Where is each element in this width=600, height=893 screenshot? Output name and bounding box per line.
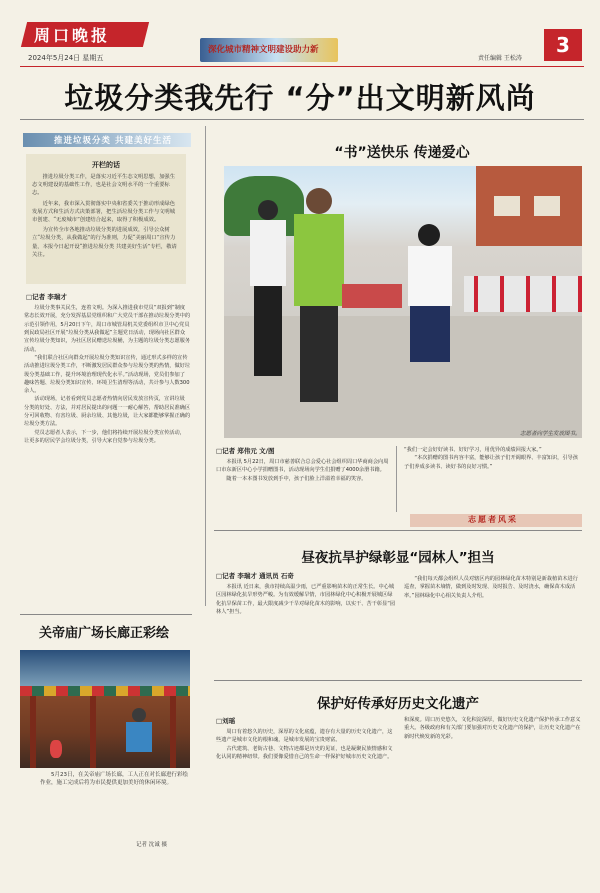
trees-article-right (404, 575, 582, 675)
painted-beam (20, 686, 190, 696)
school-building (476, 166, 582, 246)
intro-paragraph: 推进垃圾分类工作，是落实习近平生态文明思想，加强生态文明建设的基础性工作，也是社会文明水平的一个重要标志。 (32, 174, 176, 197)
article-author: □记者 李瑞才 (26, 293, 67, 301)
header-rule (20, 66, 584, 67)
heritage-headline: 保护好传承好历史文化遗产 (317, 696, 479, 712)
photo-caption: 志愿者向学生发放图书。 (520, 431, 581, 437)
heritage-author: □刘瑶 (216, 717, 236, 725)
corridor-roof (20, 650, 190, 686)
article-paragraph: “我们联合社区向群众开展垃圾分类知识宣传，通过形式多样的宣传活动推进垃圾分类工作，不断激发居民群众参与垃圾分类的热情，做好垃圾分类基础工作，提升环境治理现代化水平。”活动现场，党员们参加了趣味答题、垃圾分类知识宣传、环境卫生清理等活动，共计参与人数300余人。 (24, 354, 190, 395)
column-intro-box (26, 154, 186, 284)
section-rule (214, 680, 582, 681)
trees-headline: 昼夜抗旱护绿彰显“园林人”担当 (301, 550, 495, 566)
books-article-left (216, 458, 392, 514)
headline-rule (20, 119, 584, 120)
article-paragraph: 活动现场，记者看到党员志愿者热情向居民发放宣传页，宣讲垃圾分类的好处、方法，并对居民提出的问题一一耐心解答，帮助居民准确区分可回收物、有害垃圾、厨余垃圾、其他垃圾，让大家都能够掌握正确的垃圾分类方法。 (24, 396, 190, 428)
worker-head (132, 708, 146, 722)
column-divider (205, 126, 206, 606)
intro-paragraph: 近年来，我市深入贯彻落实中央和省委关于推动形成绿色发展方式和生活方式决策部署，把生活垃圾分类工作与文明城市创建、“无废城市”创建结合起来，取得了积极成效。 (32, 200, 176, 224)
corridor-pillar (170, 696, 176, 768)
article-paragraph: 古代建筑、老街古巷、文物古迹都是历史的见证，也是凝聚民族情感和文化认同的精神纽带。我们要像爱惜自己的生命一样保护好城市历史文化遗产。 (216, 745, 393, 760)
lantern (50, 740, 62, 758)
books-article-right (404, 446, 582, 512)
girl-skirt (410, 306, 450, 362)
section-rule (214, 530, 582, 531)
book-stack (342, 284, 402, 308)
column-ribbon-label: 推进垃圾分类 共建美好生活 (54, 136, 172, 146)
volunteer-vest (294, 214, 344, 306)
photo-description: 5月23日，在关帝庙广场长廊，工人正在对长廊进行彩绘作业，施工完成后将为市民提供更加美好的休闲环境。 (40, 772, 188, 787)
student-head (258, 200, 278, 220)
corridor-pillar (90, 696, 96, 768)
volunteer-head (306, 188, 332, 214)
article-body (24, 304, 190, 616)
intro-paragraph: 为宣传全市各地推动垃圾分类的进展成效，引导公众树立“垃圾分类，从我做起”的行为准则，力促“美丽周口”宣传力量，本报今日起开设“推进垃圾分类 共建美好生活”专栏，敬请关注。 (32, 227, 177, 258)
student-trousers (254, 286, 282, 376)
students-group (464, 276, 582, 312)
article-paragraph: 垃圾分类事关民生，连着文明。为深入推进我市党员“双报到”制度常态长效开展，充分发挥基层党组织和广大党员干部在推动垃圾分类中的示范引领作用，5月20日下午，周口市城管局机关党委组织市卫中心党员到民政局社区开展“垃圾分类从我做起”主题党日活动，现场向社区群众宣传垃圾分类知识，为社区居民赠送垃圾桶，为主题的垃圾分类志愿服务活动。 (24, 305, 190, 353)
window (534, 196, 560, 216)
issue-date: 2024年5月24日 星期五 (28, 54, 104, 62)
editor-credit: 责任编辑 王松涛 (478, 55, 522, 62)
article-paragraph: “我们每天都会组织人员对辖区内的园林绿化苗木特别是新栽植苗木进行巡查，掌握苗木墒情，做到及时发现、及时报告、及时浇水，确保苗木成活率。”园林绿化中心相关负责人介绍。 (404, 576, 578, 599)
corridor-pillar (30, 696, 36, 768)
column-divider (396, 446, 397, 512)
article-paragraph: “本次捐赠的图书内容丰富，能够让孩子们开阔眼界、丰富知识，引导孩子们养成多读书、读好书的良好习惯。” (404, 455, 578, 470)
books-subhead: “书”送快乐 传递爱心 (334, 145, 470, 161)
intro-title: 开栏的话 (92, 160, 120, 169)
article-paragraph: 本报讯 近日来，我市持续高温少雨，已严重影响苗木的正常生长。中心城区园林绿化抗旱形势严峻。为有效缓解旱情，市园林绿化中心积极开展城区绿化抗旱保苗工作，最大限度减少干旱对绿化苗木的影响，以实干、苦干彰显“园林人”担当。 (216, 584, 396, 615)
newspaper-logo[interactable]: 周口晚报 (34, 26, 111, 45)
article-paragraph: 周口有着悠久的历史，深厚的文化底蕴，遗存有大量的历史文化遗产，这些遗产是城市文化的根和魂，是城市发展的宝贵财富。 (216, 729, 393, 744)
temple-corridor-photo[interactable] (20, 650, 190, 768)
page-number[interactable]: 3 (544, 29, 582, 61)
trees-author: □记者 李瑞才 通讯员 石奇 (216, 572, 294, 580)
worker-body (126, 722, 152, 752)
article-paragraph: 随着一本本图书发放到手中，孩子们脸上洋溢着幸福的笑容。 (226, 475, 367, 482)
photo-credit: 记者 沈诚 摄 (136, 842, 167, 848)
article-author: □记者 郑伟元 文/图 (216, 447, 275, 455)
article-paragraph: “我们一定会好好读书、好好学习，用优异的成绩回报大家。” (404, 447, 542, 453)
trees-article-left (216, 583, 396, 675)
heritage-article-right (404, 716, 582, 884)
student-shirt (250, 220, 286, 286)
article-paragraph: 本报讯 5月22日，周口市慈善联合总会爱心社会组织周口华商商会向周口市东新区中心小学捐赠图书，活动现场向学生们捐赠了4000余册书籍。 (216, 459, 389, 474)
article-paragraph: 和深度。周口历史悠久，文化积淀深厚，做好历史文化遗产保护传承工作意义重大。各级政府和有关部门要加强对历史文化遗产的保护，让历史文化遗产在新时代焕发新的光彩。 (404, 717, 581, 740)
page-headline: 垃圾分类我先行 “分”出文明新风尚 (64, 81, 536, 115)
heritage-article-left (216, 728, 396, 884)
volunteer-trousers (300, 306, 338, 402)
header-banner-text: 深化城市精神文明建设助力新 (208, 45, 319, 55)
section-rule (20, 614, 192, 615)
girl-head (418, 224, 440, 246)
girl-shirt (408, 246, 452, 306)
article-paragraph: 党员志愿者人表示，下一步，他们将持续开展垃圾分类宣传活动，让更多的居民学会垃圾分类，引导大家自觉参与垃圾分类。 (24, 429, 185, 444)
book-donation-photo[interactable] (224, 166, 582, 438)
volunteer-section-label: 志愿者风采 (468, 515, 518, 524)
temple-headline: 关帝庙广场长廊正彩绘 (38, 626, 169, 641)
window (494, 196, 520, 216)
